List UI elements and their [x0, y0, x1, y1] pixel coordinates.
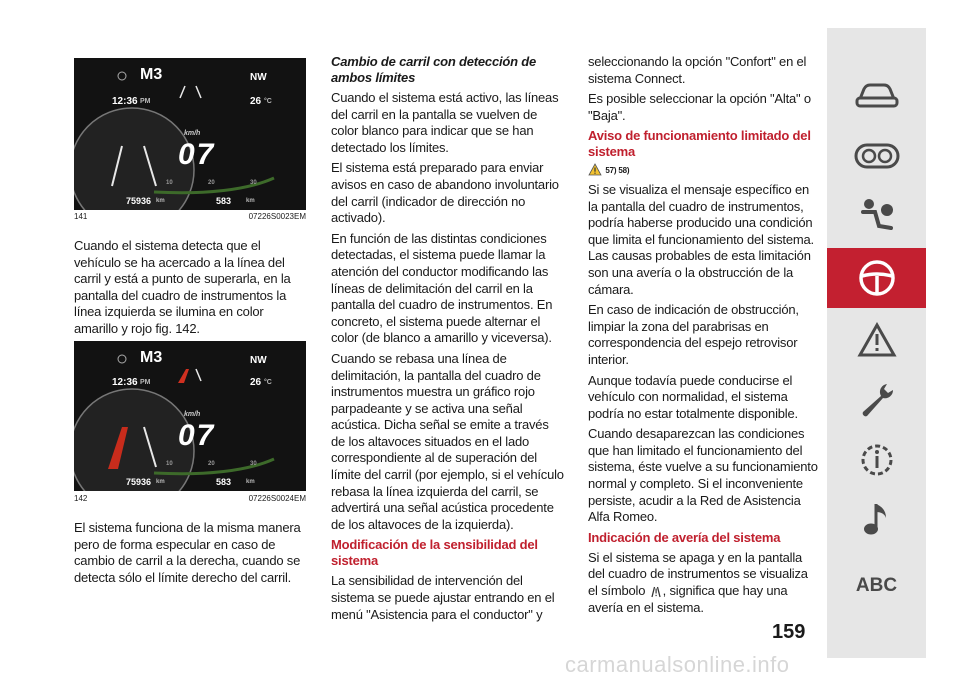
cluster-range: 583: [216, 196, 232, 206]
figure-code: 07226S0023EM: [248, 212, 306, 221]
cluster-speed-unit: km/h: [184, 130, 201, 137]
warning-reference: [588, 161, 820, 180]
cluster-odometer-unit: km: [156, 479, 165, 485]
column-2: [331, 54, 564, 627]
body-text: Cuando desaparezcan las condiciones que han limitado el funcionamiento del sistema, éste vuelve a su funcionamiento normal y completo. Si el inconveniente persiste, acudir a la Red de Asistencia Alfa Romeo.: [588, 426, 818, 525]
body-text: Cuando el sistema está activo, las líneas del carril en la pantalla se vuelven de color blanco para indicar que se han detectado los límites.: [331, 90, 559, 155]
info-gear-icon: [857, 440, 897, 480]
body-text: En caso de indicación de obstrucción, limpiar la zona del parabrisas en correspondencia del espejo retrovisor interior.: [588, 302, 799, 367]
tab-vehicle[interactable]: [827, 66, 926, 126]
cluster-range-unit: km: [246, 198, 255, 204]
chapter-sidebar: [827, 28, 926, 658]
instrument-cluster-icon: [854, 141, 900, 171]
warning-triangle-icon: [588, 163, 602, 176]
cluster-speed: 07: [178, 138, 216, 171]
cluster-time: 12:36: [112, 96, 138, 107]
cluster-scale-2: 20: [208, 461, 215, 467]
cluster-figure-142: [74, 341, 306, 491]
body-text: Es posible seleccionar la opción "Alta" o "Baja".: [588, 91, 811, 123]
music-note-icon: [862, 500, 892, 540]
cluster-speed: 07: [178, 419, 216, 452]
wrench-icon: [857, 380, 897, 420]
cluster-heading: NW: [250, 72, 267, 83]
body-text: Aunque todavía puede conducirse el vehículo con normalidad, el sistema podría no estar totalmente disponible.: [588, 372, 798, 421]
index-tab-label: ABC: [855, 575, 898, 596]
cluster-scale-1: 10: [166, 461, 173, 467]
figure-code: 07226S0024EM: [248, 494, 306, 503]
airbag-seat-icon: [857, 196, 897, 236]
cluster-temp-unit: °C: [264, 98, 272, 105]
cluster-speed-unit: km/h: [184, 411, 201, 418]
body-text: seleccionando la opción "Confort" en el sistema Connect.: [588, 54, 807, 86]
section-heading: Cambio de carril con detección de ambos límites: [331, 54, 537, 85]
tab-driving[interactable]: [827, 248, 926, 308]
cluster-time-suffix: PM: [140, 98, 151, 105]
tab-technical-data[interactable]: [827, 430, 926, 490]
body-text: , significa que hay una avería en el sistema.: [588, 583, 788, 615]
figure-number: 141: [74, 212, 88, 221]
body-text: El sistema funciona de la misma manera pero de forma especular en caso de cambio de carril a la derecha, cuando se detecta sólo el límite derecho del carril.: [74, 520, 301, 585]
cluster-temp-unit: °C: [264, 379, 272, 386]
body-paragraph: [74, 238, 306, 342]
body-text: Si se visualiza el mensaje específico en la pantalla del cuadro de instrumentos, podría haberse producido una condición que limita el funcionamiento del sistema. Las causas probables de esta limitación son una avería o la obstrucción de la cámara.: [588, 181, 814, 297]
figure-caption-142: [74, 494, 306, 503]
body-text: Cuando se rebasa una línea de delimitación, la pantalla del cuadro de instrumentos muestra un gráfico rojo parpadeante y se activa una señal acústica. Dicha señal se emite a través de los altavoces situados en el lado correspondiente al de superación del límite del carril (por ejemplo, si el vehículo rebasa la línea izquierda del carril, se advertirá una señal acústica procedente de los altavoces de la izquierda).: [331, 350, 564, 532]
lane-fault-icon: [649, 585, 663, 598]
cluster-scale-3: 30: [250, 461, 257, 467]
figure-caption-141: [74, 212, 306, 221]
cluster-scale-1: 10: [166, 180, 173, 186]
tab-multimedia[interactable]: [827, 490, 926, 550]
cluster-time-suffix: PM: [140, 379, 151, 386]
cluster-figure-141: [74, 58, 306, 210]
cluster-heading: NW: [250, 355, 267, 366]
cluster-scale-2: 20: [208, 180, 215, 186]
cluster-range: 583: [216, 477, 232, 487]
body-text-with-symbol: [588, 550, 820, 616]
cluster-range-unit: km: [246, 479, 255, 485]
car-icon: [854, 81, 900, 111]
page-number: 159: [772, 621, 806, 643]
tab-index[interactable]: [827, 556, 926, 616]
warning-triangle-icon: [857, 322, 897, 358]
steering-wheel-icon: [857, 258, 897, 298]
cluster-odometer-unit: km: [156, 198, 165, 204]
tab-maintenance[interactable]: [827, 370, 926, 430]
body-text: El sistema está preparado para enviar avisos en caso de abandono involuntario del carril (indicador de dirección no activado).: [331, 160, 559, 226]
reference-numbers: 57) 58): [605, 166, 630, 176]
column-3: [588, 54, 820, 620]
body-paragraph: [74, 520, 306, 590]
tab-safety[interactable]: [827, 186, 926, 246]
section-heading: Modificación de la sensibilidad del sistema: [331, 537, 538, 569]
body-text: En función de las distintas condiciones detectadas, el sistema puede llamar la atención del conductor modificando las líneas de delimitación del carril en la pantalla del cuadro de instrumentos. En concreto, el sistema puede alternar el color (de blanco a amarillo y viceversa).: [331, 230, 553, 346]
tab-dashboard[interactable]: [827, 126, 926, 186]
figure-number: 142: [74, 494, 88, 503]
watermark: carmanualsonline.info: [565, 652, 790, 677]
section-heading: Indicación de avería del sistema: [588, 529, 781, 545]
cluster-odometer: 75936: [126, 196, 152, 206]
section-heading: Aviso de funcionamiento limitado del sistema: [588, 128, 811, 160]
cluster-time: 12:36: [112, 377, 138, 388]
cluster-temp: 26: [250, 377, 262, 388]
cluster-scale-3: 30: [250, 180, 257, 186]
cluster-temp: 26: [250, 96, 262, 107]
body-text: Cuando el sistema detecta que el vehículo se ha acercado a la línea del carril y está a punto de superarla, en la pantalla del cuadro de instrumentos la línea izquierda se ilumina en color amarillo y rojo fig. 142.: [74, 238, 291, 336]
cluster-gear: M3: [140, 349, 163, 366]
cluster-gear: M3: [140, 66, 163, 83]
tab-warnings[interactable]: [827, 310, 926, 370]
cluster-odometer: 75936: [126, 477, 152, 487]
body-text: La sensibilidad de intervención del sistema se puede ajustar entrando en el menú "Asistencia para el conductor" y: [331, 573, 555, 622]
body-text: Si el sistema se apaga y en la pantalla del cuadro de instrumentos se visualiza el símbolo: [588, 549, 808, 599]
